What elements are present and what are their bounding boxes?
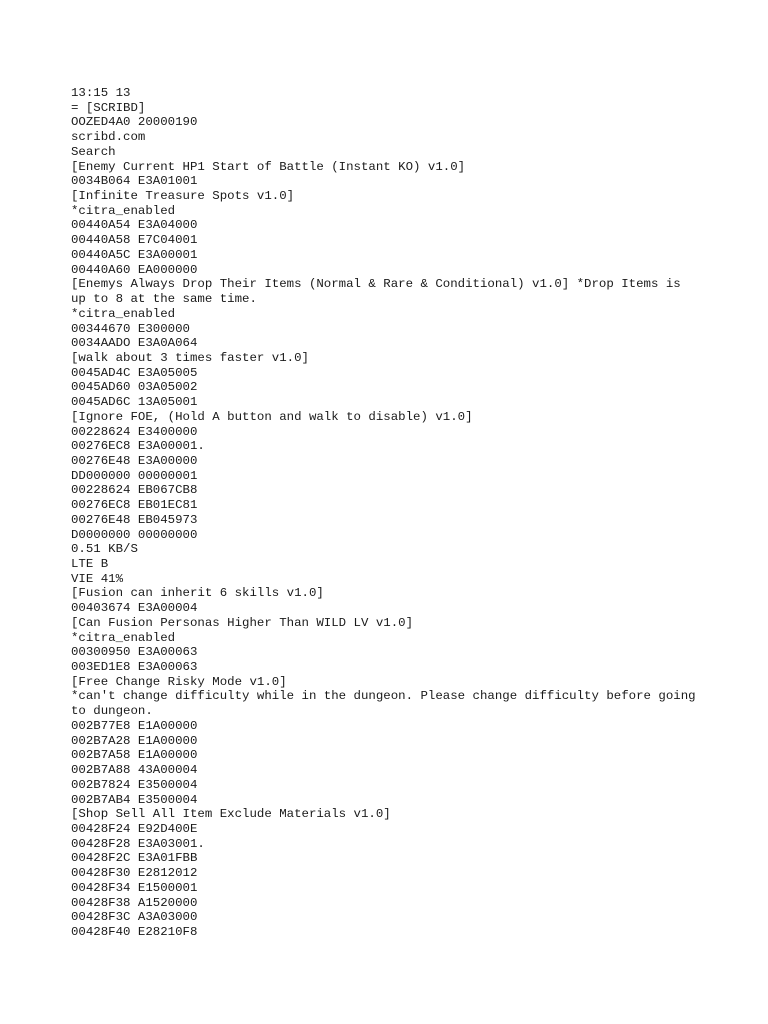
text-line: VIE 41% xyxy=(71,571,124,586)
cheat-code-line: 00428F3C A3A03000 xyxy=(71,910,198,925)
cheat-code-line: 00428F40 E28210F8 xyxy=(71,924,198,939)
cheat-code-line: 0034B064 E3A01001 xyxy=(71,174,198,189)
cheat-code-line: 00428F28 E3A03001. xyxy=(71,836,205,851)
text-line: LTE B xyxy=(71,557,109,571)
cheat-code-line: D0000000 00000000 xyxy=(71,527,198,542)
cheat-title: [Free Change Risky Mode v1.0] xyxy=(71,674,287,689)
cheat-code-line: 0045AD4C E3A05005 xyxy=(71,365,198,380)
cheat-code-line: DD000000 00000001 xyxy=(71,468,198,483)
cheat-code-line: 00428F30 E2812012 xyxy=(71,866,198,881)
cheat-title: [Enemy Current HP1 Start of Battle (Instant KO) v1.0] xyxy=(71,159,466,174)
text-line: scribd.com xyxy=(71,130,146,145)
cheat-title: [Ignore FOE, (Hold A button and walk to disable) v1.0] xyxy=(71,409,473,424)
cheat-code-line: 00440A60 EA000000 xyxy=(71,262,198,277)
cheat-note: *citra_enabled xyxy=(71,630,176,645)
cheat-code-line: 00440A5C E3A00001 xyxy=(71,247,198,262)
text-line: 0.51 KB/S xyxy=(71,542,138,557)
text-line: = [SCRIBD] xyxy=(71,100,146,115)
cheat-code-line: 002B7AB4 E3500004 xyxy=(71,792,198,807)
cheat-code-line: 002B7A58 E1A00000 xyxy=(71,748,198,763)
cheat-code-line: 002B7A28 E1A00000 xyxy=(71,733,198,748)
cheat-title: [Infinite Treasure Spots v1.0] xyxy=(71,189,295,204)
cheat-code-line: 0034AADO E3A0A064 xyxy=(71,336,198,351)
cheat-code-line: 00428F34 E1500001 xyxy=(71,880,198,895)
cheat-code-line: 00440A54 E3A04000 xyxy=(71,218,198,233)
cheat-code-line: 002B7824 E3500004 xyxy=(71,777,198,792)
cheat-code-line: 00300950 E3A00063 xyxy=(71,645,198,660)
cheat-code-line: 003ED1E8 E3A00063 xyxy=(71,660,198,675)
cheat-code-line: 00228624 E3400000 xyxy=(71,424,198,439)
cheat-code-line: 00428F38 A1520000 xyxy=(71,895,198,910)
cheat-code-line: 0045AD60 03A05002 xyxy=(71,380,198,395)
cheat-title: [Enemys Always Drop Their Items (Normal & Rare & Conditional) v1.0] *Drop Items is up to 8 at the same time. xyxy=(71,277,689,307)
cheat-code-line: 00276EC8 E3A00001. xyxy=(71,439,205,454)
cheat-code-line: 002B77E8 E1A00000 xyxy=(71,718,198,733)
cheat-code-line: 00428F2C E3A01FBB xyxy=(71,851,198,866)
cheat-note: *can't change difficulty while in the dungeon. Please change difficulty before going to dungeon. xyxy=(71,689,704,719)
cheat-code-line: 00276E48 EB045973 xyxy=(71,512,198,527)
cheat-note: *citra_enabled xyxy=(71,306,176,321)
text-line: Search xyxy=(71,144,116,159)
cheat-code-line: 00403674 E3A00004 xyxy=(71,601,198,616)
cheat-code-line: 00228624 EB067CB8 xyxy=(71,483,198,498)
cheat-code-line: 00440A58 E7C04001 xyxy=(71,233,198,248)
cheat-note: *citra_enabled xyxy=(71,203,176,218)
text-line: OOZED4A0 20000190 xyxy=(71,115,198,130)
document-page xyxy=(71,86,704,940)
cheat-title: [walk about 3 times faster v1.0] xyxy=(71,350,309,365)
cheat-code-line: 00344670 E300000 xyxy=(71,321,190,336)
cheat-code-line: 002B7A88 43A00004 xyxy=(71,763,198,778)
cheat-title: [Fusion can inherit 6 skills v1.0] xyxy=(71,586,324,601)
cheat-code-line: 00428F24 E92D400E xyxy=(71,821,198,836)
text-line: 13:15 13 xyxy=(71,86,131,100)
cheat-code-line: 00276E48 E3A00000 xyxy=(71,453,198,468)
cheat-code-line: 00276EC8 EB01EC81 xyxy=(71,498,198,513)
cheat-title: [Can Fusion Personas Higher Than WILD LV v1.0] xyxy=(71,615,414,630)
cheat-title: [Shop Sell All Item Exclude Materials v1.0] xyxy=(71,807,391,822)
cheat-code-line: 0045AD6C 13A05001 xyxy=(71,395,198,410)
